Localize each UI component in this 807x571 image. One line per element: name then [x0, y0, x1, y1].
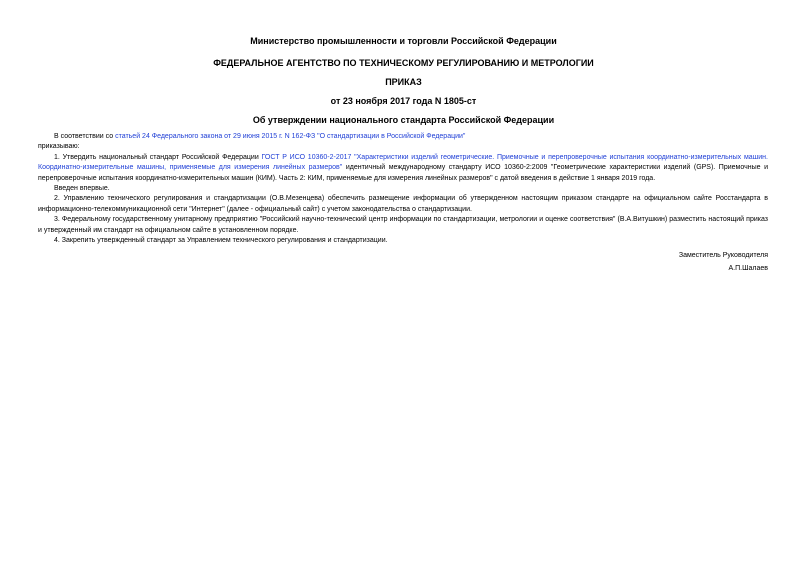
item-1-suffix: идентичный международному стандарту ИСО 10360-2:2009 "Геометрические характеристики изделий (GPS). Приемочные и перепроверочные испытания координатно-измерительных машин (КИМ). Часть 2: КИМ, применяемые для измерения линейных размеров" с датой введения в действие 1 января 2019 года. [38, 164, 768, 182]
item-2-paragraph: 2. Управлению технического регулирования и стандартизации (О.В.Мезенцева) обеспечить размещение информации об утвержденном настоящим приказом стандарте на официальном сайте Росстандарта в информационно-телекоммуникационной сети "Интернет" (далее - официальный сайт) с учетом законодательства о стандартизации. [38, 195, 768, 213]
signatory-name: А.П.Шалаев [728, 265, 768, 272]
doc-type-heading: ПРИКАЗ [385, 77, 422, 87]
document-title: Об утверждении национального стандарта Российской Федерации [252, 115, 555, 125]
intro-paragraph [38, 132, 768, 142]
ministry-heading: Министерство промышленности и торговли Российской Федерации [250, 36, 557, 46]
item-4-paragraph: 4. Закрепить утвержденный стандарт за Управлением технического регулирования и стандартизации. [54, 237, 388, 245]
signatory-position: Заместитель Руководителя [678, 252, 768, 259]
agency-heading: ФЕДЕРАЛЬНОЕ АГЕНТСТВО ПО ТЕХНИЧЕСКОМУ РЕГУЛИРОВАНИЮ И МЕТРОЛОГИИ [213, 58, 594, 68]
gost-standard-link[interactable]: ГОСТ Р ИСО 10360-2-2017 "Характеристики изделий геометрические. Приемочные и перепроверочные испытания координатно-измерительных машин. Координатно-измерительные машины, применяемые для измерения линейных размеров" [38, 153, 768, 172]
introduced-note: Введен впервые. [54, 185, 110, 193]
item-3-paragraph: 3. Федеральному государственному унитарному предприятию "Российский научно-технический центр информации по стандартизации, метрологии и оценке соответствия" (В.А.Витушкин) разместить настоящий приказ и утвержденный им стандарт на официальном сайте в установленном порядке. [38, 216, 768, 234]
order-word: приказываю: [38, 143, 80, 151]
federal-law-link[interactable]: статьей 24 Федерального закона от 29 июня 2015 г. N 162-ФЗ "О стандартизации в Российской Федерации" [115, 133, 466, 140]
date-number-heading: от 23 ноября 2017 года N 1805-ст [330, 96, 477, 106]
order-body [38, 132, 768, 246]
item-1-paragraph [38, 153, 768, 184]
item-1-prefix: 1. Утвердить национальный стандарт Российской Федерации [54, 153, 259, 161]
intro-prefix: В соответствии со [54, 133, 116, 140]
